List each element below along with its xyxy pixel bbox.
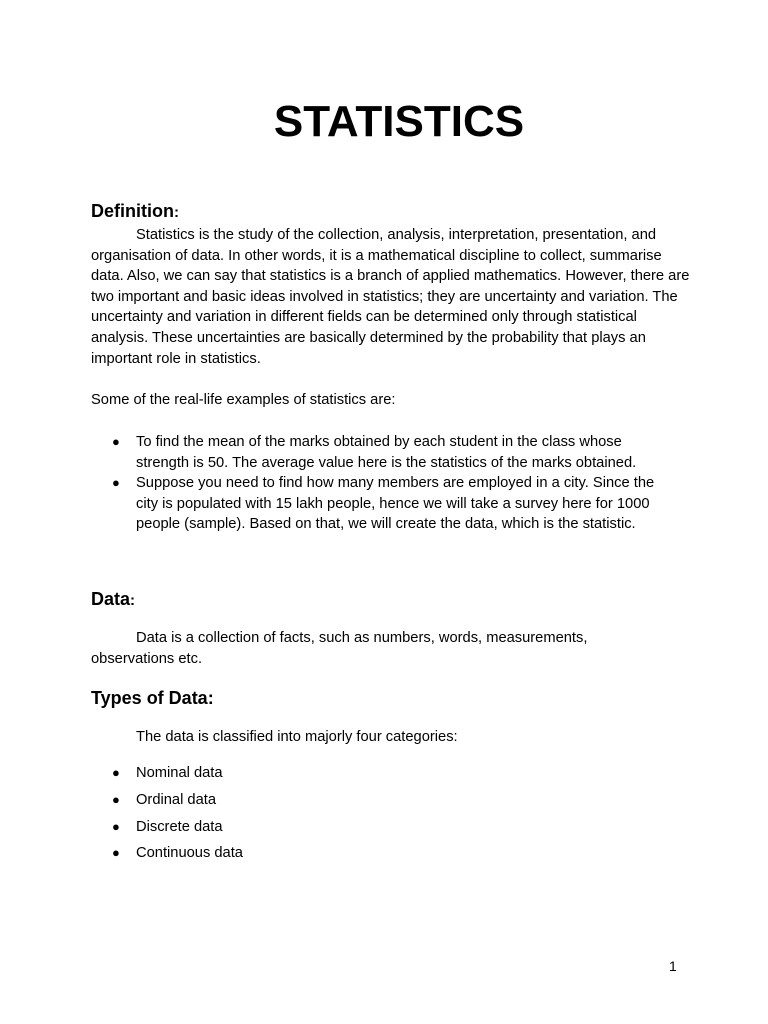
list-item <box>0 843 676 864</box>
data-heading-colon: : <box>130 592 136 609</box>
list-item <box>0 473 676 535</box>
examples-list <box>0 432 676 535</box>
type-text: Ordinal data <box>136 791 217 808</box>
bullet-icon: ● <box>112 818 120 834</box>
list-item <box>0 817 676 838</box>
definition-heading-text: Definition <box>91 201 174 221</box>
bullet-icon: ● <box>112 845 120 861</box>
data-heading <box>91 588 135 612</box>
data-paragraph: Data is a collection of facts, such as numbers, words, measurements, observations etc. <box>91 630 588 667</box>
definition-heading <box>91 200 179 224</box>
example-text: Suppose you need to find how many members are employed in a city. Since the city is populated with 15 lakh people, hence we will take a survey here for 1000 people (sample). Based on that, we will create the data, which is the statistic. <box>136 475 655 533</box>
type-text: Nominal data <box>136 765 223 781</box>
page-number: 1 <box>669 958 677 974</box>
type-text: Continuous data <box>136 845 243 862</box>
bullet-icon: ● <box>112 434 120 449</box>
types-of-data-intro: The data is classified into majorly four categories: <box>136 729 458 745</box>
list-item <box>0 432 676 473</box>
example-text: To find the mean of the marks obtained by each student in the class whose strength is 50. The average value here is the statistics of the marks obtained. <box>136 434 637 471</box>
list-item <box>0 763 676 784</box>
bullet-icon: ● <box>112 765 120 780</box>
document-title: STATISTICS <box>273 97 525 146</box>
bullet-icon: ● <box>112 475 120 491</box>
examples-intro: Some of the real-life examples of statistics are: <box>91 392 396 408</box>
list-item <box>0 790 676 811</box>
types-of-data-heading: Types of Data: <box>91 688 214 708</box>
definition-paragraph: Statistics is the study of the collection, analysis, interpretation, presentation, and organisation of data. In other words, it is a mathematical discipline to collect, summarise data. Also, we can say that statistics is a branch of applied mathematics. However, there are two important and basic ideas involved in statistics; they are uncertainty and variation. The uncertainty and variation in different fields can be determined only through statistical analysis. These uncertainties are basically determined by the probability that plays an important role in statistics. <box>91 227 690 367</box>
definition-heading-colon: : <box>174 204 179 221</box>
data-heading-text: Data <box>91 589 131 609</box>
bullet-icon: ● <box>112 791 120 807</box>
types-of-data-list <box>0 763 676 864</box>
type-text: Discrete data <box>136 818 223 835</box>
